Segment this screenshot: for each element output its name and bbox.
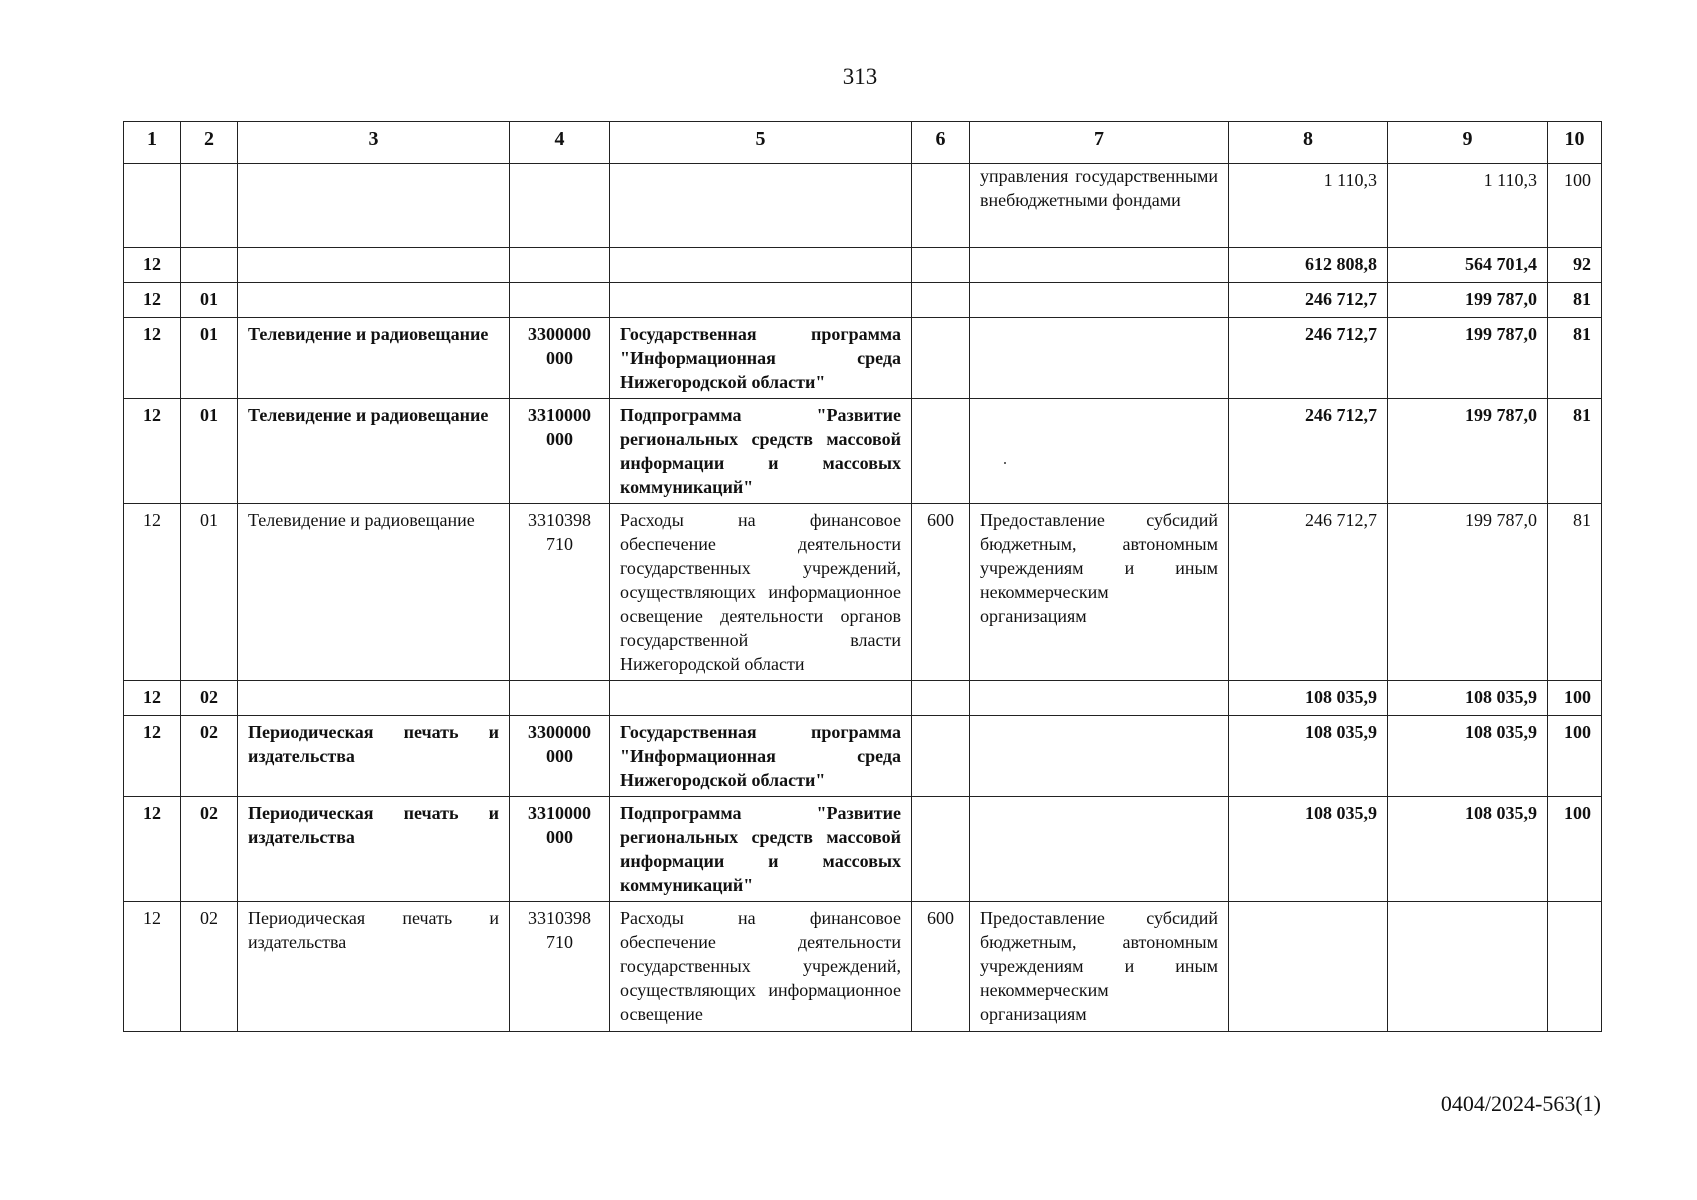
cell-subsection — [181, 248, 238, 283]
cell-expense-type — [912, 318, 970, 399]
cell-planned: 246 712,7 — [1229, 399, 1388, 504]
cell-percent: 81 — [1548, 318, 1602, 399]
cell-expense-type — [912, 164, 970, 248]
cell-target-name — [610, 248, 912, 283]
table-row — [124, 283, 1602, 318]
budget-table — [123, 121, 1602, 1032]
cell-target-name: Подпрограмма "Развитие региональных средств массовой информации и массовых коммуникаций" — [610, 797, 912, 902]
cell-target-name: Расходы на финансовое обеспечение деятельности государственных учреждений, осуществляющих информационное освещение — [610, 902, 912, 1032]
cell-target-name — [610, 681, 912, 716]
cell-subsection — [181, 164, 238, 248]
cell-section-name: Телевидение и радиовещание — [238, 399, 510, 504]
table-row — [124, 504, 1602, 681]
cell-target-code — [510, 164, 610, 248]
cell-planned: 246 712,7 — [1229, 318, 1388, 399]
cell-target-code: 3310398 710 — [510, 902, 610, 1032]
table-row — [124, 164, 1602, 248]
cell-percent: 100 — [1548, 164, 1602, 248]
cell-planned: 108 035,9 — [1229, 681, 1388, 716]
cell-section-name — [238, 681, 510, 716]
cell-expense-name — [970, 318, 1229, 399]
cell-subsection: 01 — [181, 399, 238, 504]
header-cell: 6 — [912, 122, 970, 164]
cell-target-code — [510, 283, 610, 318]
page-number: 313 — [842, 64, 878, 89]
cell-expense-name: управления государственными внебюджетными фондами — [970, 164, 1229, 248]
cell-target-code: 3310000 000 — [510, 797, 610, 902]
cell-planned: 108 035,9 — [1229, 797, 1388, 902]
cell-actual: 199 787,0 — [1388, 399, 1548, 504]
header-cell: 1 — [124, 122, 181, 164]
cell-planned: 1 110,3 — [1229, 164, 1388, 248]
cell-actual: 199 787,0 — [1388, 318, 1548, 399]
cell-section-name: Периодическая печать и издательства — [238, 797, 510, 902]
cell-planned: 612 808,8 — [1229, 248, 1388, 283]
header-cell: 2 — [181, 122, 238, 164]
cell-chapter: 12 — [124, 681, 181, 716]
cell-chapter: 12 — [124, 318, 181, 399]
cell-section-name: Периодическая печать и издательства — [238, 716, 510, 797]
cell-expense-type — [912, 399, 970, 504]
cell-actual: 108 035,9 — [1388, 681, 1548, 716]
cell-subsection: 01 — [181, 318, 238, 399]
cell-expense-name — [970, 283, 1229, 318]
cell-actual: 1 110,3 — [1388, 164, 1548, 248]
cell-actual: 564 701,4 — [1388, 248, 1548, 283]
cell-actual: 199 787,0 — [1388, 504, 1548, 681]
cell-chapter: 12 — [124, 902, 181, 1032]
cell-section-name: Телевидение и радиовещание — [238, 318, 510, 399]
header-cell: 9 — [1388, 122, 1548, 164]
table-row — [124, 318, 1602, 399]
cell-target-name — [610, 283, 912, 318]
cell-percent: 81 — [1548, 283, 1602, 318]
cell-expense-name — [970, 681, 1229, 716]
table-row — [124, 797, 1602, 902]
header-row — [124, 122, 1602, 164]
cell-target-name: Государственная программа "Информационная среда Нижегородской области" — [610, 318, 912, 399]
cell-planned: 246 712,7 — [1229, 504, 1388, 681]
cell-percent: 81 — [1548, 504, 1602, 681]
header-cell: 4 — [510, 122, 610, 164]
cell-actual: 108 035,9 — [1388, 716, 1548, 797]
cell-percent: 100 — [1548, 716, 1602, 797]
scan-speck — [1004, 462, 1006, 464]
cell-expense-name — [970, 248, 1229, 283]
cell-target-name: Государственная программа "Информационная среда Нижегородской области" — [610, 716, 912, 797]
header-cell: 10 — [1548, 122, 1602, 164]
cell-section-name — [238, 164, 510, 248]
cell-percent: 81 — [1548, 399, 1602, 504]
cell-chapter: 12 — [124, 716, 181, 797]
cell-chapter: 12 — [124, 504, 181, 681]
cell-chapter — [124, 164, 181, 248]
cell-target-code: 3300000 000 — [510, 318, 610, 399]
cell-subsection: 02 — [181, 681, 238, 716]
cell-target-code — [510, 681, 610, 716]
cell-expense-type — [912, 248, 970, 283]
cell-percent: 100 — [1548, 797, 1602, 902]
cell-actual — [1388, 902, 1548, 1032]
cell-subsection: 01 — [181, 283, 238, 318]
cell-chapter: 12 — [124, 283, 181, 318]
table-row — [124, 248, 1602, 283]
cell-target-code: 3310398 710 — [510, 504, 610, 681]
cell-expense-type: 600 — [912, 902, 970, 1032]
cell-target-name — [610, 164, 912, 248]
header-cell: 8 — [1229, 122, 1388, 164]
cell-target-code: 3310000 000 — [510, 399, 610, 504]
cell-chapter: 12 — [124, 399, 181, 504]
table-row — [124, 681, 1602, 716]
cell-expense-name — [970, 399, 1229, 504]
cell-planned: 108 035,9 — [1229, 716, 1388, 797]
cell-actual: 199 787,0 — [1388, 283, 1548, 318]
cell-expense-name — [970, 797, 1229, 902]
cell-expense-type: 600 — [912, 504, 970, 681]
table-row — [124, 399, 1602, 504]
cell-section-name: Периодическая печать и издательства — [238, 902, 510, 1032]
cell-planned: 246 712,7 — [1229, 283, 1388, 318]
cell-percent: 92 — [1548, 248, 1602, 283]
cell-planned — [1229, 902, 1388, 1032]
header-cell: 7 — [970, 122, 1229, 164]
cell-subsection: 02 — [181, 797, 238, 902]
cell-expense-name — [970, 716, 1229, 797]
cell-subsection: 01 — [181, 504, 238, 681]
cell-section-name — [238, 248, 510, 283]
cell-expense-name: Предоставление субсидий бюджетным, автономным учреждениям и иным некоммерческим организациям — [970, 902, 1229, 1032]
cell-chapter: 12 — [124, 797, 181, 902]
cell-expense-type — [912, 716, 970, 797]
cell-target-name: Расходы на финансовое обеспечение деятельности государственных учреждений, осуществляющих информационное освещение деятельности органов государственной власти Нижегородской области — [610, 504, 912, 681]
table-row — [124, 902, 1602, 1032]
cell-actual: 108 035,9 — [1388, 797, 1548, 902]
cell-expense-type — [912, 797, 970, 902]
cell-expense-name: Предоставление субсидий бюджетным, автономным учреждениям и иным некоммерческим организациям — [970, 504, 1229, 681]
cell-section-name: Телевидение и радиовещание — [238, 504, 510, 681]
header-cell: 5 — [610, 122, 912, 164]
cell-target-code — [510, 248, 610, 283]
cell-subsection: 02 — [181, 716, 238, 797]
cell-percent — [1548, 902, 1602, 1032]
cell-section-name — [238, 283, 510, 318]
cell-chapter: 12 — [124, 248, 181, 283]
cell-target-name: Подпрограмма "Развитие региональных средств массовой информации и массовых коммуникаций" — [610, 399, 912, 504]
table-row — [124, 716, 1602, 797]
cell-target-code: 3300000 000 — [510, 716, 610, 797]
document-code: 0404/2024-563(1) — [1440, 1091, 1601, 1116]
cell-percent: 100 — [1548, 681, 1602, 716]
cell-expense-type — [912, 283, 970, 318]
cell-expense-type — [912, 681, 970, 716]
header-cell: 3 — [238, 122, 510, 164]
cell-subsection: 02 — [181, 902, 238, 1032]
